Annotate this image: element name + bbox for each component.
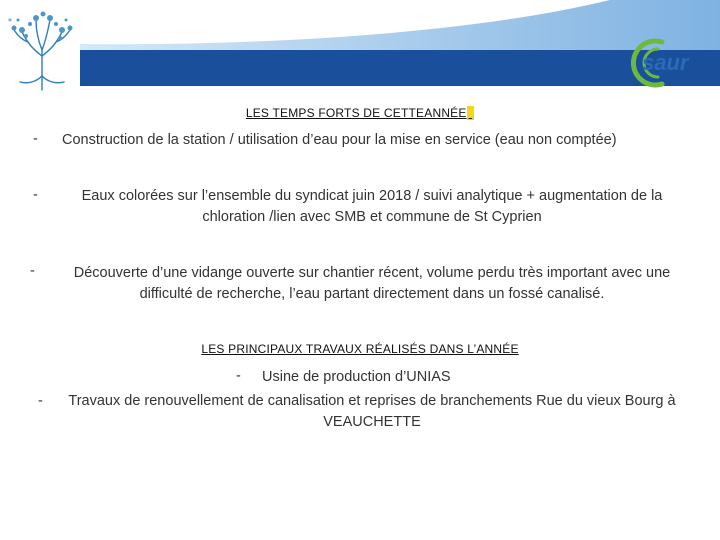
bullet-dash: -	[38, 393, 43, 409]
bullet-dash: -	[33, 187, 38, 203]
header-wave	[0, 0, 720, 92]
bullet-dash: -	[30, 263, 35, 279]
list-item: Travaux de renouvellement de canalisation et reprises de branchements Rue du vieux Bourg à VEAUCHETTE	[68, 393, 676, 430]
section1-heading: LES TEMPS FORTS DE CETTEANNÉE .	[245, 106, 473, 120]
highlight-mark: .	[468, 106, 473, 120]
svg-text:*: *	[8, 17, 12, 26]
list-item: Eaux colorées sur l’ensemble du syndicat juin 2018 / suivi analytique + augmentation de la chloration /lien avec SMB et commune de St Cyprien	[81, 188, 663, 225]
tree-logo-icon	[6, 6, 78, 92]
bullet-dash: -	[236, 368, 241, 384]
list-item: Usine de production d’UNIAS	[262, 369, 451, 385]
saur-logo	[628, 34, 720, 90]
list-item: Construction de la station / utilisation d’eau pour la mise en service (eau non comptée)	[62, 132, 617, 148]
list-item: Découverte d’une vidange ouverte sur chantier récent, volume perdu très important avec une difficulté de recherche, l’eau partant directement dans un fossé canalisé.	[73, 265, 671, 302]
bullet-dash: -	[33, 131, 38, 147]
header-band	[0, 0, 720, 92]
section2-heading: LES PRINCIPAUX TRAVAUX RÉALISÉS DANS L’ANNÉE	[201, 342, 519, 356]
saur-logo-text: saur	[642, 50, 689, 75]
